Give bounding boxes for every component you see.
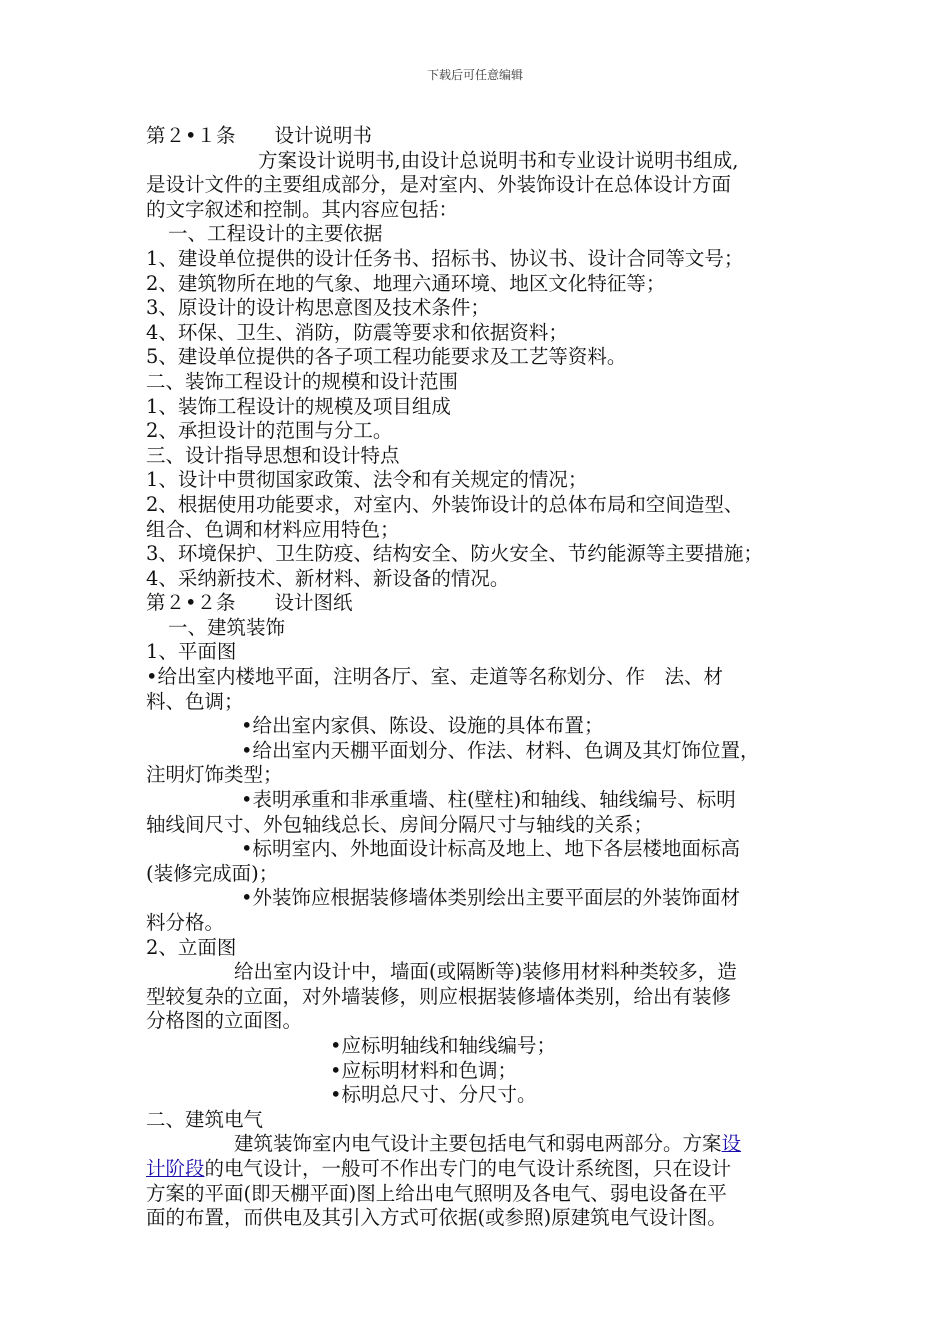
- text-line: [146, 370, 816, 395]
- line-text: •应标明材料和色调；: [330, 1058, 518, 1082]
- line-text: 是设计文件的主要组成部分，是对室内、外装饰设计在总体设计方面: [146, 173, 732, 197]
- text-line: [146, 936, 816, 961]
- text-line: [146, 1059, 816, 1084]
- line-text: 2、根据使用功能要求，对室内、外装饰设计的总体布局和空间造型、: [146, 492, 744, 516]
- text-line: [146, 1034, 816, 1059]
- design-stage-link[interactable]: 设: [721, 1132, 742, 1156]
- line-text: 2、承担设计的范围与分工。: [146, 419, 393, 443]
- line-text: 料分格。: [146, 911, 225, 934]
- line-text: 组合、色调和材料应用特色；: [146, 517, 400, 541]
- text-line: [146, 985, 816, 1010]
- text-line: [146, 1083, 816, 1108]
- line-text: 5、建设单位提供的各子项工程功能要求及工艺等资料。: [146, 345, 627, 369]
- line-text: 方案设计说明书,由设计总说明书和专业设计说明书组成,: [258, 148, 739, 172]
- line-text: 1、建设单位提供的设计任务书、招标书、协议书、设计合同等文号；: [146, 246, 744, 270]
- line-text: 注明灯饰类型；: [146, 763, 283, 787]
- line-text: •标明总尺寸、分尺寸。: [330, 1083, 537, 1107]
- page-header-note: 下载后可任意编辑: [426, 68, 523, 82]
- design-stage-link[interactable]: 计阶段: [146, 1156, 205, 1180]
- line-text: 料、色调；: [146, 689, 244, 713]
- text-line: [146, 468, 816, 493]
- line-text: 分格图的立面图。: [146, 1009, 303, 1033]
- text-line: [146, 518, 816, 543]
- text-line: [146, 173, 816, 198]
- text-line: [146, 222, 816, 247]
- line-text: 第２•１条 设计说明书: [146, 124, 373, 147]
- document-body: [146, 124, 816, 1231]
- line-text: 2、建筑物所在地的气象、地理六通环境、地区文化特征等；: [146, 271, 666, 295]
- line-text: 1、设计中贯彻国家政策、法令和有关规定的情况；: [146, 468, 588, 492]
- text-line: [146, 960, 816, 985]
- text-line: [146, 149, 816, 174]
- text-line: [146, 1009, 816, 1034]
- text-line: [146, 862, 816, 887]
- text-line: [146, 567, 816, 592]
- text-line: [146, 616, 816, 641]
- line-text: •给出室内天棚平面划分、作法、材料、色调及其灯饰位置，: [241, 738, 760, 762]
- text-line: [146, 247, 816, 272]
- line-text: 第２•２条 设计图纸: [146, 591, 353, 615]
- line-text: •表明承重和非承重墙、柱(壁柱)和轴线、轴线编号、标明: [241, 788, 736, 812]
- text-line: [146, 690, 816, 715]
- text-line: [146, 419, 816, 444]
- text-line: [146, 788, 816, 813]
- line-text: 1、装饰工程设计的规模及项目组成: [146, 394, 451, 418]
- text-line: [146, 198, 816, 223]
- text-line: [146, 1108, 816, 1133]
- text-line: [146, 1132, 816, 1157]
- line-text: 二、装饰工程设计的规模和设计范围: [146, 369, 459, 393]
- text-line: [146, 272, 816, 297]
- line-text: 面的布置，而供电及其引入方式可依据(或参照)原建筑电气设计图。: [146, 1206, 727, 1230]
- line-text: 的电气设计，一般可不作出专门的电气设计系统图，只在设计: [204, 1156, 732, 1180]
- text-line: [146, 444, 816, 469]
- text-line: [146, 911, 816, 936]
- text-line: [146, 739, 816, 764]
- line-text: •给出室内楼地平面，注明各厅、室、走道等名称划分、作 法、材: [146, 665, 724, 689]
- text-line: [146, 1182, 816, 1207]
- line-text: (装修完成面)；: [146, 861, 279, 885]
- text-line: [146, 591, 816, 616]
- text-line: [146, 640, 816, 665]
- line-text: 三、设计指导思想和设计特点: [146, 443, 400, 467]
- text-line: [146, 542, 816, 567]
- text-line: [146, 886, 816, 911]
- line-text: 2、立面图: [146, 935, 237, 959]
- line-text: 轴线间尺寸、外包轴线总长、房间分隔尺寸与轴线的关系；: [146, 812, 654, 836]
- text-line: [146, 813, 816, 838]
- line-text: 的文字叙述和控制。其内容应包括：: [146, 197, 459, 221]
- text-line: [146, 124, 816, 149]
- text-line: [146, 493, 816, 518]
- line-text: 二、建筑电气: [146, 1107, 264, 1131]
- text-line: [146, 1157, 816, 1182]
- line-text: •外装饰应根据装修墙体类别绘出主要平面层的外装饰面材: [241, 886, 741, 910]
- text-line: [146, 665, 816, 690]
- line-text: 4、环保、卫生、消防，防震等要求和依据资料；: [146, 320, 568, 344]
- line-text: •标明室内、外地面设计标高及地上、地下各层楼地面标高: [241, 837, 741, 861]
- text-line: [146, 345, 816, 370]
- line-text: 建筑装饰室内电气设计主要包括电气和弱电两部分。方案: [234, 1132, 722, 1156]
- line-text: •给出室内家俱、陈设、设施的具体布置；: [241, 714, 604, 738]
- line-text: 型较复杂的立面，对外墙装修，则应根据装修墙体类别，给出有装修: [146, 984, 732, 1008]
- text-line: [146, 321, 816, 346]
- line-text: •应标明轴线和轴线编号；: [330, 1033, 557, 1057]
- text-line: [146, 837, 816, 862]
- line-text: 3、原设计的设计构思意图及技术条件；: [146, 296, 490, 320]
- text-line: [146, 395, 816, 420]
- text-line: [146, 714, 816, 739]
- line-text: 一、建筑装饰: [168, 615, 286, 639]
- text-line: [146, 1206, 816, 1231]
- text-line: [146, 296, 816, 321]
- line-text: 4、采纳新技术、新材料、新设备的情况。: [146, 566, 510, 590]
- line-text: 3、环境保护、卫生防疫、结构安全、防火安全、节约能源等主要措施；: [146, 542, 763, 566]
- text-line: [146, 763, 816, 788]
- line-text: 一、工程设计的主要依据: [168, 222, 383, 246]
- line-text: 给出室内设计中，墙面(或隔断等)装修用材料种类较多，造: [234, 960, 737, 984]
- line-text: 方案的平面(即天棚平面)图上给出电气照明及各电气、弱电设备在平: [146, 1181, 727, 1205]
- line-text: 1、平面图: [146, 640, 237, 664]
